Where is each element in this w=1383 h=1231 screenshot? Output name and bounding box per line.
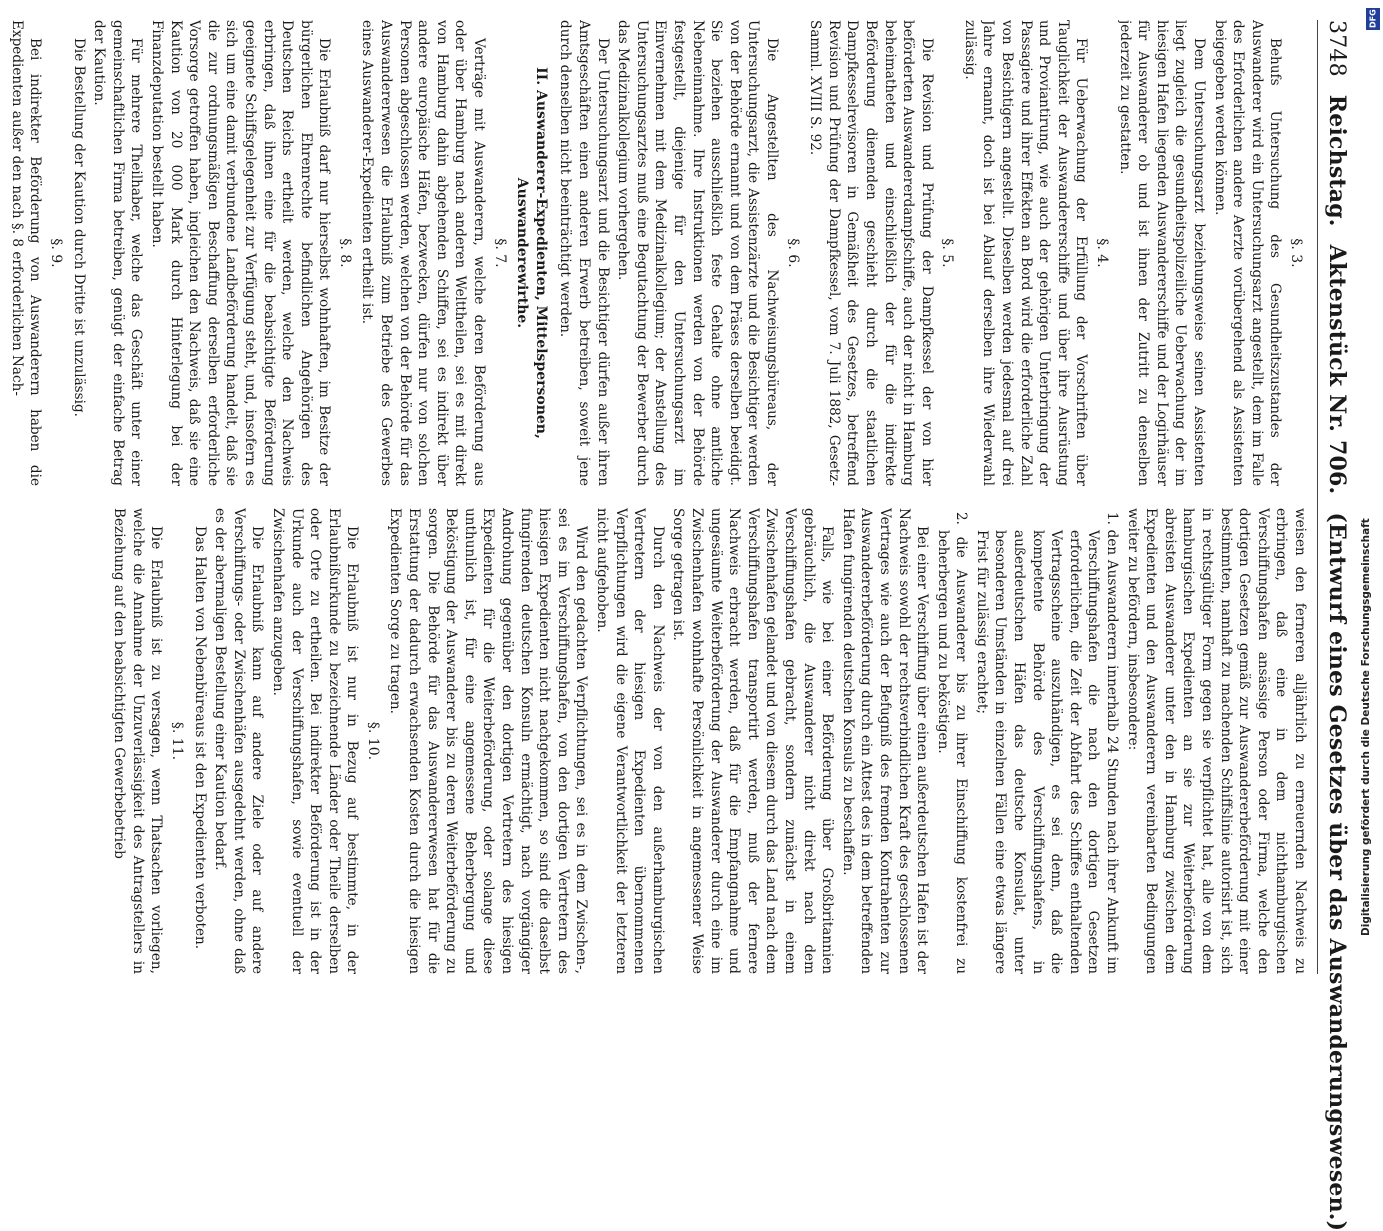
paragraph-heading: §. 4.	[1094, 238, 1111, 268]
paragraph-heading: §. 3.	[1288, 238, 1304, 268]
paragraph-text: Das Halten von Nebenbüreaus ist den Expedienten verboten.	[191, 526, 208, 950]
paragraph-text: Die Erlaubniß kann auf andere Ziele oder auf andere Verschiffungs- oder Zwischenhäfen ausgedehnt werden, ohne daß es der abermaligen Bestellung einer Kaution bedarf.	[212, 508, 266, 974]
paragraph-heading: §. 5.	[939, 238, 956, 268]
paragraph-text: Durch den Nachweis der von den außerhamburgischen Vertretern der hiesigen Expedienten übernommenen Verpflichtungen wird die eigene Verantwortlichkeit der letzteren nicht aufgehoben.	[594, 508, 666, 974]
paragraph-text: Die Erlaubniß ist zu versagen, wenn Thatsachen vorliegen, welche die Annahme der Unzuverlässigkeit des Antragstellers in Beziehung auf den beabsichtigten Gewerbebetrieb	[111, 508, 165, 974]
section-heading: II. Auswanderer-Expedienten, Mittelspersonen, Auswanderewirthe.	[514, 67, 549, 439]
dfg-logo: DFG	[1366, 8, 1380, 30]
paragraph-text: Die Bestellung der Kaution durch Dritte ist unzulässig.	[70, 38, 87, 417]
paragraph-text: Der Untersuchungsarzt und die Besichtiger dürfen außer ihren Amtsgeschäften einen anderen Erwerb betreiben, soweit jene durch denselben nicht beeinträchtigt werden.	[557, 20, 611, 486]
running-head	[1317, 20, 1350, 1231]
paragraph-text: weisen den ferneren alljährlich zu erneuernden Nachweis zu erbringen, daß eine in dem nichthamburgischen Verschiffungshafen ansässige Person oder Firma, welche den dortigen Gesetzen gemäß zur Auswandererbeförderung mit einer bestimmten, namhaft zu machenden Schiffslinie autorisirt ist, sich in rechtsgültiger Form gegen sie verpflichtet hat, alle von dem hamburgischen Expedienten an sie zur Weiterbeförderung abreisten Auswanderer unter den in Hamburg zwischen dem Expedienten und den Auswanderern vereinbarten Bedingungen weiter zu befördern, insbesondere:	[1124, 508, 1308, 974]
paragraph-text: Die Revision und Prüfung der Dampfkessel der von hier beförderten Auswandererdampfschiffe, auch der nicht in Hamburg beheimatheten und einschließlich der für die indirekte Beförderung dienenden geschieht durch die staatlichen Dampfkesselrevisoren in Gemäßheit des Gesetzes, betreffend Revision und Prüfung der Dampfkessel, vom 7. Juli 1882, Gesetz-Samml. XVIII S. 92.	[807, 20, 935, 486]
paragraph-text: Falls, wie bei einer Beförderung über Großbritannien gebräuchlich, die Auswanderer nicht direkt nach dem Verschiffungshafen gebracht, sondern zunächst in einem Zwischenhafen gelandet und von diesem durch das Land nach dem Verschiffungshafen transportirt werden, muß der fernere Nachweis erbracht werden, daß für die Empfangnahme und ungesäumte Weiterbeförderung der Auswanderer durch eine im Zwischenhafen wohnhafte Persönlichkeit in angemessener Weise Sorge getragen ist.	[670, 508, 836, 974]
paragraph-text: Die Angestellten des Nachweisungsbüreaus, der Untersuchungsarzt, die Assistenzärzte und die Besichtiger werden von der Behörde ernannt und von dem Präses derselben beeidigt. Sie beziehen ausschließlich feste Gehalte ohne amtliche Nebeneinnahme. Ihre Instruktionen werden von der Behörde festgestellt, diejenige für den Untersuchungsarzt im Einvernehmen mit dem Medizinalkollegium; der Anstellung des Untersuchungsarztes muß eine Begutachtung der Bewerber durch das Medizinalkollegium vorhergehen.	[615, 20, 780, 486]
paragraph-text: Verträge mit Auswanderern, welche deren Beförderung aus oder über Hamburg nach anderen Welttheilen, sei es mit direkt von Hamburg dahin abgehenden Schiffen, sei es indirekt über andere europäische Häfen, bezwecken, dürfen nur von solchen Personen abgeschlossen werden, welchen von der Behörde für das Auswandererwesen die Erlaubniß zum Betriebe des Gewerbes eines Auswanderer-Expedienten ertheilt ist.	[359, 20, 488, 486]
paragraph-heading: §. 8.	[336, 238, 353, 268]
paragraph-text: Die Erlaubniß ist nur in Bezug auf bestimmte, in der Erlaubnißurkunde zu bezeichnende Länder oder Theile derselben oder Orte zu ertheilen. Bei indirekter Beförderung ist in der Urkunde auch der Verschiffungshafen, sowie eventuell der Zwischenhafen anzugeben.	[269, 508, 361, 974]
paragraph-heading: §. 9.	[48, 238, 64, 268]
left-column	[5, 20, 1309, 486]
document-number: Aktenstück Nr. 706.	[1324, 244, 1350, 495]
page-number: 3748	[1324, 20, 1349, 77]
paragraph-text: Für mehrere Theilhaber, welche das Geschäft unter einer gemeinschaftlichen Firma betreiben, genügt der einfache Betrag der Kaution.	[91, 20, 145, 486]
document-page	[8, 2, 1356, 1231]
list-item: 2. die Auswanderer bis zu ihrer Einschiffung kostenfrei zu beherbergen und zu beköstigen.	[934, 512, 970, 974]
paragraph-heading: §. 11.	[168, 721, 185, 761]
publication-title: Reichstag.	[1324, 94, 1350, 227]
paragraph-heading: §. 10.	[364, 721, 381, 761]
list-item: 1. den Auswanderern innerhalb 24 Stunden nach ihrer Ankunft im Verschiffungshafen die nach den dortigen Gesetzen erforderlichen, die Zeit der Abfahrt des Schiffes enthaltenden Vertragsscheine auszuhändigen, es sei denn, daß die kompetente Behörde des Verschiffungshafens, in außerdeutschen Häfen das deutsche Konsulat, unter besonderen Umständen in einzelnen Fällen eine etwas längere Frist für zulässig erachtet;	[973, 512, 1121, 974]
paragraph-heading: §. 6.	[784, 238, 801, 268]
digitization-note	[1358, 8, 1380, 998]
paragraph-text: Wird den gedachten Verpflichtungen, sei es in dem Zwischen-, sei es im Verschiffungshafen, von den dortigen Vertretern des hiesigen Expedienten nicht nachgekommen, so sind die daselbst fungirenden deutschen Konsuln ermächtigt, nach vorgängiger Androhung gegenüber den dortigen Vertretern des hiesigen Expedienten für die Weiterbeförderung, oder solange diese unthunlich ist, für eine angemessene Beherbergung und Beköstigung der Auswanderer bis zu deren Weiterbeförderung zu sorgen. Die Behörde für das Auswandererwesen hat für die Erstattung der dadurch erwachsenden Kosten durch die hiesigen Expedienten Sorge zu tragen.	[387, 508, 590, 974]
digitization-note-text: Digitalisierung gefördert durch die Deutsche Forschungsgemeinschaft	[1360, 518, 1372, 936]
text-columns	[5, 20, 1309, 974]
document-subject: (Entwurf eines Gesetzes über das Auswanderungswesen.)	[1324, 512, 1350, 1231]
paragraph-text: Bei einer Verschiffung über einen außerdeutschen Hafen ist der Nachweis sowohl der rechtsverbindlichen Kraft des geschlossenen Vertrages wie auch der Befugniß des fremden Kontrahenten zur Auswandererbeförderung durch ein Attest des in dem betreffenden Hafen fungirenden deutschen Konsuls zu beschaffen.	[839, 508, 931, 974]
paragraph-text: Bei indirekter Beförderung von Auswanderern haben die Expedienten außer den nach §. 8 erforderlichen Nach-	[8, 20, 44, 486]
paragraph-text: Behufs Untersuchung des Gesundheitszustandes der Auswanderer wird ein Untersuchungsarzt angestellt, dem im Falle des Erforderlichen andere Aerzte vorübergehend als Assistenten beigegeben werden können.	[1211, 20, 1284, 486]
paragraph-text: Für Ueberwachung der Erfüllung der Vorschriften über Tauglichkeit der Auswandererschiffe und über ihre Ausrüstung und Proviantirung, wie auch der gehörigen Unterbringung der Passagiere und ihrer Effekten an Bord wird die erforderliche Zahl von Besichtigern angestellt. Dieselben werden jedesmal auf drei Jahre ernannt, doch ist bei Ablauf derselben ihre Wiederwahl zulässig.	[961, 20, 1090, 486]
right-column	[5, 508, 1309, 974]
paragraph-text: Die Erlaubniß darf nur hierselbst wohnhaften, im Besitze der bürgerlichen Ehrenrechte befindlichen Angehörigen des Deutschen Reichs ertheilt werden, welche den Nachweis erbringen, daß ihnen eine für die beabsichtigte Beförderung geeignete Schiffsgelegenheit zur Verfügung steht, und, insofern es sich um eine damit verbundene Landbeförderung handelt, daß sie die zur ordnungsmäßigen Beschaffung derselben erforderliche Vorsorge getroffen haben, ingleichen den Nachweis, daß sie eine Kaution von 20 000 Mark durch Hinterlegung bei der Finanzdeputation bestellt haben.	[148, 20, 333, 486]
paragraph-text: Dem Untersuchungsarzt beziehungsweise seinen Assistenten liegt zugleich die gesundheitspolizeiliche Ueberwachung der im hiesigen Hafen liegenden Auswandererschiffe und der Logirhäuser für Auswanderer ob und ist ihnen der Zutritt zu denselben jederzeit zu gestatten.	[1116, 20, 1208, 486]
paragraph-heading: §. 7.	[491, 238, 508, 268]
